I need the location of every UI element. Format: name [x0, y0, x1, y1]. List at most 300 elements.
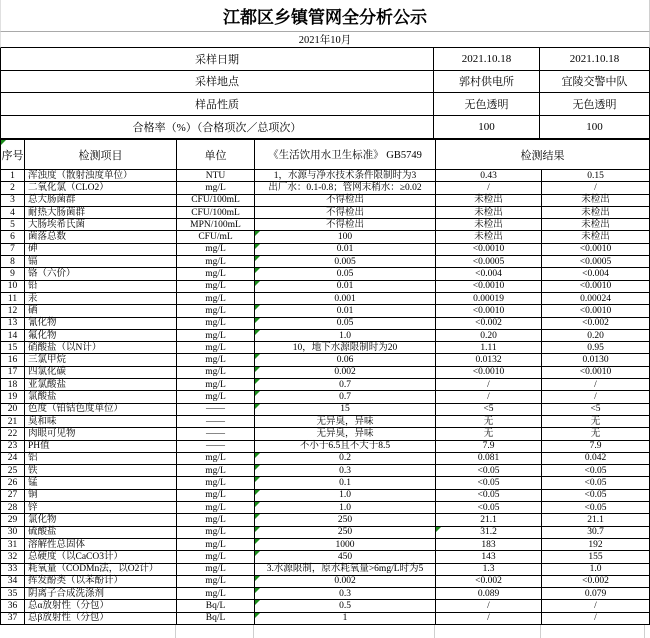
info-value-site2: 无色透明 — [539, 93, 649, 115]
standard-limit — [254, 195, 435, 206]
table-row — [1, 576, 649, 588]
excel-error-triangle-icon — [255, 281, 260, 286]
result-site2 — [541, 502, 649, 513]
result-site1-text: <0.0005 — [472, 256, 505, 267]
excel-error-triangle-icon — [255, 551, 260, 556]
unit-text: mg/L — [205, 551, 226, 562]
item-name — [24, 576, 176, 587]
standard-limit-text: 1 — [342, 613, 348, 624]
item-name — [24, 268, 176, 279]
standard-limit — [254, 502, 435, 513]
excel-error-triangle-icon — [255, 527, 260, 532]
result-site1-text: <0.0010 — [472, 244, 505, 255]
unit-text: mg/L — [205, 588, 226, 599]
standard-limit — [254, 207, 435, 218]
result-site1 — [435, 379, 541, 390]
item-name-text: 铝 — [28, 453, 38, 464]
item-name — [24, 318, 176, 329]
result-site1 — [435, 514, 541, 525]
item-name-text: 硒 — [28, 305, 38, 316]
standard-limit — [254, 318, 435, 329]
standard-limit — [254, 293, 435, 304]
row-number-text: 15 — [7, 342, 18, 353]
standard-limit-text: 0.005 — [334, 256, 356, 267]
excel-error-triangle-icon — [255, 490, 260, 495]
row-number — [1, 293, 24, 304]
table-body — [1, 170, 649, 625]
result-site2 — [541, 318, 649, 329]
result-site1-text: 31.2 — [480, 527, 497, 538]
item-name-text: 硫酸盐 — [28, 527, 57, 538]
item-name — [24, 527, 176, 538]
result-site1 — [435, 527, 541, 538]
table-row — [1, 170, 649, 182]
result-site2-text: 155 — [588, 551, 603, 562]
excel-error-triangle-icon — [1, 140, 6, 145]
report-month: 2021年10月 — [0, 32, 650, 48]
unit — [176, 477, 254, 488]
standard-limit-text: 0.1 — [339, 478, 351, 489]
unit-text: mg/L — [205, 502, 226, 513]
standard-limit — [254, 527, 435, 538]
standard-limit — [254, 170, 435, 181]
standard-limit-text: 15 — [340, 404, 350, 415]
table-row — [1, 318, 649, 330]
info-value-site1: 100 — [433, 116, 539, 139]
row-number-text: 9 — [10, 269, 15, 280]
unit — [176, 318, 254, 329]
result-site2 — [541, 219, 649, 230]
result-site2 — [541, 207, 649, 218]
result-site2-text: 0.079 — [584, 588, 607, 599]
result-site1-text: 未检出 — [474, 219, 503, 230]
row-number — [1, 465, 24, 476]
standard-limit — [254, 305, 435, 316]
result-site2-text: <0.05 — [584, 502, 607, 513]
excel-error-triangle-icon — [255, 613, 260, 618]
result-site2 — [541, 170, 649, 181]
standard-limit — [254, 244, 435, 255]
unit — [176, 342, 254, 353]
result-site1 — [435, 318, 541, 329]
item-name-text: 溶解性总固体 — [28, 539, 86, 550]
unit — [176, 613, 254, 624]
excel-error-triangle-icon — [255, 305, 260, 310]
result-site1-text: <0.0010 — [472, 305, 505, 316]
row-number-text: 23 — [7, 441, 18, 452]
row-number-text: 35 — [7, 588, 18, 599]
result-site2 — [541, 268, 649, 279]
result-site1-text: 0.20 — [480, 330, 497, 341]
standard-limit — [254, 256, 435, 267]
result-site2-text: <0.0010 — [579, 305, 612, 316]
result-site1 — [435, 441, 541, 452]
item-name — [24, 465, 176, 476]
standard-limit — [254, 182, 435, 193]
item-name-text: 总β放射性（分包） — [28, 613, 109, 624]
unit — [176, 195, 254, 206]
standard-limit-text: 0.7 — [339, 379, 351, 390]
row-number-text: 14 — [7, 330, 18, 341]
standard-limit-text: 0.5 — [339, 601, 351, 612]
item-name-text: 砷 — [28, 244, 38, 255]
result-site2 — [541, 539, 649, 550]
result-site1 — [435, 170, 541, 181]
excel-error-triangle-icon — [255, 268, 260, 273]
item-name — [24, 490, 176, 501]
standard-limit — [254, 600, 435, 611]
item-name-text: 氯化物 — [28, 514, 57, 525]
result-site1 — [435, 416, 541, 427]
item-name-text: 大肠埃希氏菌 — [28, 219, 86, 230]
result-site2-text: <0.002 — [582, 318, 609, 329]
table-row — [1, 207, 649, 219]
row-number — [1, 576, 24, 587]
header-no — [1, 140, 24, 169]
row-number-text: 25 — [7, 465, 18, 476]
info-row-sampling-date — [1, 48, 649, 71]
info-row-sample-nature — [1, 93, 649, 116]
standard-limit-text: 1.0 — [339, 330, 351, 341]
item-name-text: 氰化物 — [28, 318, 57, 329]
item-name-text: 臭和味 — [28, 416, 57, 427]
result-site1 — [435, 293, 541, 304]
info-row-pass-rate — [1, 116, 649, 139]
result-site2 — [541, 379, 649, 390]
standard-limit-text: 不小于6.5且不大于8.5 — [299, 441, 391, 452]
result-site2 — [541, 600, 649, 611]
table-row — [1, 404, 649, 416]
result-site2-text: 未检出 — [581, 232, 610, 243]
excel-error-triangle-icon — [255, 576, 260, 581]
result-site1-text: / — [487, 379, 490, 390]
result-site2-text: 0.15 — [587, 170, 604, 181]
item-name-text: PH值 — [28, 441, 50, 452]
unit-text: mg/L — [205, 182, 226, 193]
row-number — [1, 231, 24, 242]
table-row — [1, 514, 649, 526]
table-row — [1, 441, 649, 453]
item-name — [24, 256, 176, 267]
info-label: 采样地点 — [195, 76, 239, 89]
standard-limit-text: 无异臭，异味 — [316, 416, 374, 427]
standard-limit-text: 不得检出 — [325, 207, 364, 218]
result-site1 — [435, 256, 541, 267]
result-site2 — [541, 330, 649, 341]
item-name — [24, 305, 176, 316]
result-site1-text: 0.081 — [477, 453, 500, 464]
row-number-text: 32 — [7, 551, 18, 562]
row-number-text: 37 — [7, 613, 18, 624]
result-site1-text: <0.05 — [477, 490, 500, 501]
row-number-text: 12 — [7, 305, 18, 316]
row-number-text: 1 — [10, 170, 15, 181]
item-name — [24, 539, 176, 550]
standard-limit-text: 3.水源限制，原水耗氧量>6mg/L时为5 — [266, 564, 424, 575]
standard-limit — [254, 330, 435, 341]
row-number — [1, 256, 24, 267]
row-number — [1, 330, 24, 341]
result-site1 — [435, 244, 541, 255]
standard-limit — [254, 404, 435, 415]
result-site2 — [541, 527, 649, 538]
unit — [176, 391, 254, 402]
excel-error-triangle-icon — [255, 539, 260, 544]
standard-limit — [254, 354, 435, 365]
info-row-sampling-location — [1, 71, 649, 94]
result-site1-text: 无 — [483, 416, 494, 427]
unit — [176, 527, 254, 538]
result-site1 — [435, 281, 541, 292]
result-site1 — [435, 182, 541, 193]
result-site1-text: 未检出 — [474, 232, 503, 243]
item-name-text: 总α放射性（分包） — [28, 601, 109, 612]
item-name-text: 耐热大肠菌群 — [28, 207, 86, 218]
result-site2 — [541, 305, 649, 316]
standard-limit — [254, 539, 435, 550]
standard-limit — [254, 441, 435, 452]
item-name — [24, 588, 176, 599]
standard-limit — [254, 453, 435, 464]
table-row — [1, 465, 649, 477]
excel-error-triangle-icon — [255, 465, 260, 470]
result-site2-text: <5 — [590, 404, 601, 415]
result-site2 — [541, 293, 649, 304]
table-row — [1, 379, 649, 391]
result-site2-text: <0.05 — [584, 490, 607, 501]
info-value-site1: 2021.10.18 — [433, 48, 539, 70]
excel-error-triangle-icon — [255, 318, 260, 323]
standard-limit-text: 0.7 — [339, 391, 351, 402]
result-site2-text: <0.0010 — [579, 367, 612, 378]
gridline — [540, 625, 541, 638]
table-row — [1, 305, 649, 317]
result-site2 — [541, 416, 649, 427]
result-site2-text: <0.05 — [584, 465, 607, 476]
unit-text: —— — [206, 441, 225, 452]
result-site1-text: <0.002 — [475, 576, 502, 587]
item-name-text: 铅 — [28, 281, 38, 292]
excel-error-triangle-icon — [255, 404, 260, 409]
unit-text: mg/L — [205, 256, 226, 267]
row-number — [1, 600, 24, 611]
result-site2 — [541, 354, 649, 365]
standard-limit-text: 450 — [337, 551, 353, 562]
item-name-text: 锌 — [28, 502, 38, 513]
unit-text: CFU/100mL — [191, 207, 240, 218]
item-name — [24, 281, 176, 292]
standard-limit-text: 10，地下水源限制时为20 — [292, 342, 398, 353]
result-site1 — [435, 502, 541, 513]
result-site1 — [435, 600, 541, 611]
excel-error-triangle-icon — [255, 477, 260, 482]
result-site1 — [435, 231, 541, 242]
unit — [176, 367, 254, 378]
item-name-text: 铜 — [28, 490, 38, 501]
result-site1-text: / — [487, 391, 490, 402]
excel-error-triangle-icon — [255, 453, 260, 458]
result-site2 — [541, 441, 649, 452]
result-site2 — [541, 490, 649, 501]
result-site2-text: <0.05 — [584, 478, 607, 489]
unit-text: mg/L — [205, 514, 226, 525]
result-site1-text: <0.05 — [477, 465, 500, 476]
item-name-text: 总硬度（以CaCO3计） — [28, 551, 124, 562]
unit — [176, 170, 254, 181]
standard-limit-text: 0.3 — [339, 465, 351, 476]
row-number-text: 10 — [7, 281, 18, 292]
row-number-text: 21 — [7, 416, 18, 427]
result-site2-text: <0.004 — [582, 269, 609, 280]
unit — [176, 428, 254, 439]
row-number — [1, 367, 24, 378]
unit-text: mg/L — [205, 342, 226, 353]
result-site1-text: / — [487, 182, 490, 193]
standard-limit — [254, 268, 435, 279]
standard-limit-text: 0.06 — [336, 355, 354, 366]
row-number — [1, 502, 24, 513]
standard-limit-text: 1.0 — [339, 490, 351, 501]
unit-text: —— — [206, 416, 225, 427]
unit — [176, 600, 254, 611]
result-site1 — [435, 428, 541, 439]
item-name-text: 耗氧量（CODMn法，以O2计） — [28, 564, 159, 575]
row-number-text: 6 — [10, 232, 15, 243]
standard-limit-text: 0.01 — [336, 281, 354, 292]
item-name — [24, 613, 176, 624]
unit — [176, 231, 254, 242]
item-name-text: 锰 — [28, 478, 38, 489]
unit-text: —— — [206, 404, 225, 415]
item-name-text: 铬（六价） — [28, 269, 76, 280]
unit-text: mg/L — [205, 379, 226, 390]
row-number-text: 29 — [7, 514, 18, 525]
table-row — [1, 539, 649, 551]
unit — [176, 465, 254, 476]
unit — [176, 564, 254, 575]
gridline — [175, 625, 176, 638]
item-name-text: 菌落总数 — [28, 232, 67, 243]
result-site2-text: 0.95 — [587, 342, 604, 353]
result-site2-text: / — [594, 182, 597, 193]
result-site1-text: / — [487, 601, 490, 612]
standard-limit — [254, 416, 435, 427]
result-site1-text: <0.05 — [477, 502, 500, 513]
unit — [176, 182, 254, 193]
result-site2-text: 无 — [590, 416, 601, 427]
table-row — [1, 330, 649, 342]
header-result: 检测结果 — [435, 140, 649, 169]
result-site1 — [435, 268, 541, 279]
unit — [176, 576, 254, 587]
row-number-text: 7 — [10, 244, 15, 255]
item-name-text: 挥发酚类（以苯酚计） — [28, 576, 124, 587]
result-site1 — [435, 219, 541, 230]
item-name-text: 肉眼可见物 — [28, 428, 76, 439]
unit-text: mg/L — [205, 269, 226, 280]
unit — [176, 354, 254, 365]
row-number-text: 4 — [10, 207, 15, 218]
result-site1-text: 1.3 — [482, 564, 495, 575]
result-site2 — [541, 576, 649, 587]
row-number — [1, 391, 24, 402]
info-value-site1: 无色透明 — [433, 93, 539, 115]
result-site1 — [435, 490, 541, 501]
row-number — [1, 441, 24, 452]
row-number-text: 3 — [10, 195, 15, 206]
item-name — [24, 391, 176, 402]
result-site2-text: 192 — [588, 539, 603, 550]
item-name-text: 硝酸盐（以N计） — [28, 342, 102, 353]
table-row — [1, 551, 649, 563]
standard-limit — [254, 551, 435, 562]
item-name — [24, 342, 176, 353]
result-site1 — [435, 207, 541, 218]
standard-limit — [254, 342, 435, 353]
unit-text: mg/L — [205, 244, 226, 255]
result-site1 — [435, 330, 541, 341]
standard-limit-text: 不得检出 — [325, 195, 364, 206]
unit — [176, 551, 254, 562]
header-no-label: 序号 — [1, 149, 24, 162]
row-number — [1, 281, 24, 292]
excel-error-triangle-icon — [255, 244, 260, 249]
results-table — [0, 140, 650, 625]
excel-error-triangle-icon — [255, 502, 260, 507]
result-site2 — [541, 367, 649, 378]
unit — [176, 588, 254, 599]
item-name-text: 阴离子合成洗涤剂 — [28, 588, 105, 599]
item-name — [24, 379, 176, 390]
standard-limit — [254, 379, 435, 390]
row-number — [1, 539, 24, 550]
standard-limit — [254, 477, 435, 488]
table-row — [1, 416, 649, 428]
row-number — [1, 342, 24, 353]
standard-limit — [254, 231, 435, 242]
item-name-text: 总大肠菌群 — [28, 195, 76, 206]
table-row — [1, 231, 649, 243]
standard-limit-text: 1，水源与净水技术条件限制时为3 — [273, 170, 417, 181]
row-number-text: 31 — [7, 539, 18, 550]
row-number-text: 26 — [7, 478, 18, 489]
unit-text: CFU/100mL — [191, 195, 240, 206]
standard-limit — [254, 391, 435, 402]
item-name-text: 亚氯酸盐 — [28, 379, 67, 390]
table-row — [1, 453, 649, 465]
unit-text: CFU/mL — [198, 232, 233, 243]
result-site1-text: 183 — [481, 539, 496, 550]
result-site2-text: 0.00024 — [580, 293, 611, 304]
standard-limit-text: 0.01 — [336, 244, 354, 255]
unit — [176, 207, 254, 218]
standard-limit-text: 0.05 — [336, 318, 354, 329]
standard-limit — [254, 613, 435, 624]
unit — [176, 281, 254, 292]
result-site1-text: 21.1 — [480, 514, 497, 525]
result-site2-text: 未检出 — [581, 207, 610, 218]
result-site2 — [541, 477, 649, 488]
result-site1 — [435, 588, 541, 599]
table-row — [1, 268, 649, 280]
table-row — [1, 293, 649, 305]
standard-limit — [254, 428, 435, 439]
unit — [176, 379, 254, 390]
result-site1 — [435, 367, 541, 378]
result-site1 — [435, 465, 541, 476]
row-number-text: 20 — [7, 404, 18, 415]
bottom-empty-row — [0, 625, 650, 638]
